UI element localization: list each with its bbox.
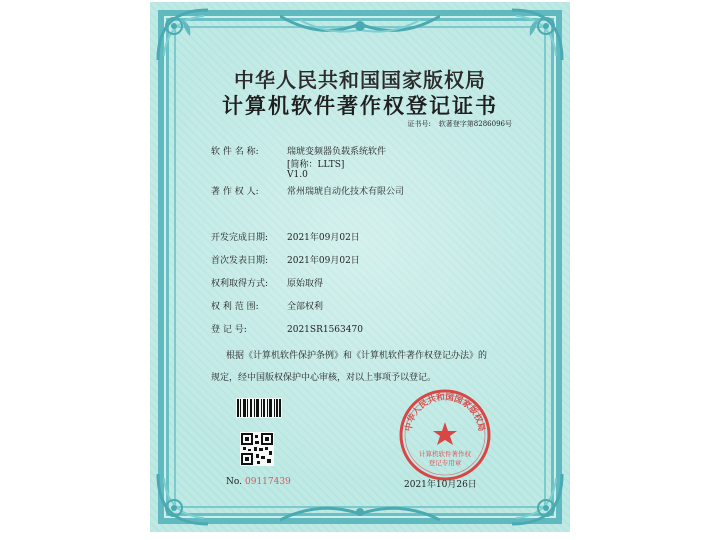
scope-label: 权 利 范 围: xyxy=(211,302,259,312)
first-publish-label: 首次发表日期: xyxy=(211,256,269,266)
first-publish-row xyxy=(211,253,360,266)
software-short-name: [简称：LLTS] xyxy=(287,160,345,170)
first-publish-value: 2021年09月02日 xyxy=(287,256,360,266)
acquisition-label: 权利取得方式: xyxy=(211,279,269,289)
dev-complete-label: 开发完成日期: xyxy=(211,233,269,243)
reg-no-label: 登 记 号: xyxy=(211,325,247,335)
acquisition-value: 原始取得 xyxy=(287,279,324,289)
owner-row xyxy=(211,184,404,197)
seal-arc-text: 中华人民共和国国家版权局 xyxy=(403,392,487,433)
reg-no-row xyxy=(211,322,363,335)
issuer-title: 中华人民共和国国家版权局 xyxy=(234,68,486,92)
corner-ornament-icon xyxy=(154,6,212,64)
serial-number xyxy=(226,477,291,487)
dev-complete-value: 2021年09月02日 xyxy=(287,233,360,243)
certificate-number-value: 软著登字第8286096号 xyxy=(438,120,512,128)
scope-value: 全部权利 xyxy=(287,302,324,312)
certificate-number xyxy=(399,119,512,129)
corner-ornament-icon xyxy=(508,470,566,528)
issue-date: 2021年10月26日 xyxy=(404,480,477,490)
scope-row xyxy=(211,299,323,312)
acquisition-row xyxy=(211,276,323,289)
certificate-number-label: 证书号: xyxy=(407,120,431,128)
software-version: V1.0 xyxy=(287,170,308,180)
official-seal-icon xyxy=(398,388,492,482)
seal-subtext-1: 计算机软件著作权 xyxy=(419,450,471,458)
serial-number-label: No. xyxy=(226,477,242,487)
owner-value: 常州瑞琥自动化技术有限公司 xyxy=(287,187,405,197)
corner-ornament-icon xyxy=(508,6,566,64)
barcode-icon xyxy=(236,398,282,418)
qr-code-icon xyxy=(240,432,274,466)
software-name-label: 软 件 名 称: xyxy=(211,147,259,157)
statement-line-2: 规定，经中国版权保护中心审核，对以上事项予以登记。 xyxy=(211,373,437,383)
top-ornament-icon xyxy=(280,10,440,50)
reg-no-value: 2021SR1563470 xyxy=(287,325,363,335)
certificate-document xyxy=(150,2,570,532)
seal-subtext-2: 登记专用章 xyxy=(428,459,462,467)
corner-ornament-icon xyxy=(154,470,212,528)
bottom-ornament-icon xyxy=(280,494,440,524)
statement-line-1: 根据《计算机软件保护条例》和《计算机软件著作权登记办法》的 xyxy=(226,351,488,361)
software-name-row xyxy=(211,144,386,157)
certificate-title: 计算机软件著作权登记证书 xyxy=(222,93,498,118)
software-name-value: 瑞琥变频器负载系统软件 xyxy=(287,147,387,157)
owner-label: 著 作 权 人: xyxy=(211,187,259,197)
serial-number-value: 09117439 xyxy=(245,477,291,487)
dev-complete-row xyxy=(211,230,360,243)
